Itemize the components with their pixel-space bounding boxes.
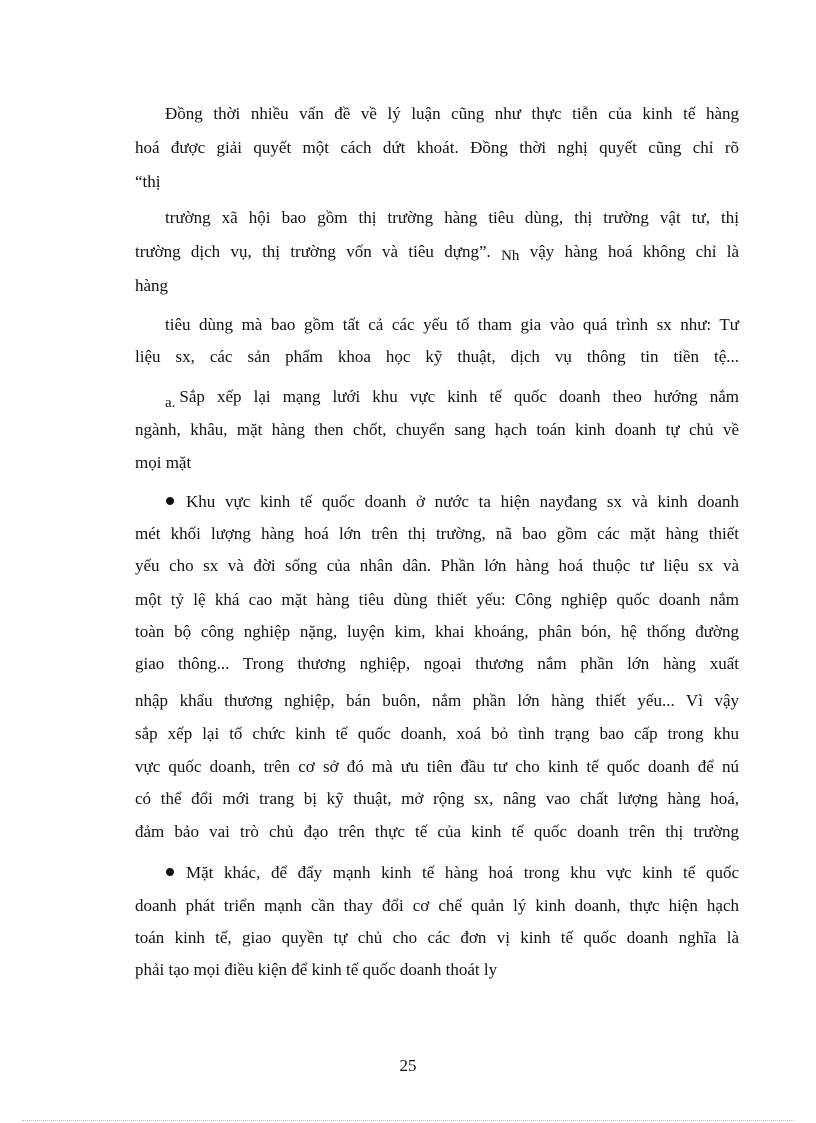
p3-line1: tiêu dùng mà bao gồm tất cả các yếu tố tham gia vào quá trình sx như: Tư xyxy=(165,315,739,334)
p4-line3: mọi mặt xyxy=(135,453,192,472)
p6-line2: doanh phát triển mạnh cần thay đổi cơ chế quản lý kinh doanh, thực hiện hạch xyxy=(135,896,739,915)
p2-line2 xyxy=(135,241,739,264)
p3-line2: liệu sx, các sản phẩm khoa học kỹ thuật, dịch vụ thông tin tiền tệ... xyxy=(135,347,739,366)
p2-line2-part-a: trường dịch vụ, thị trường vốn và tiêu dựng”. xyxy=(135,242,491,261)
p2-line2-nh: Nh xyxy=(501,248,520,264)
p5-line10: có thể đổi mới trang bị kỹ thuật, mở rộng sx, nâng vao chất lượng hàng hoá, xyxy=(135,789,739,808)
page-number: 25 xyxy=(399,1056,417,1075)
p1-line1: Đồng thời nhiều vấn đề về lý luận cũng như thực tiễn của kinh tế hàng xyxy=(165,104,739,123)
p2-line3: hàng xyxy=(135,276,169,295)
p5-line6: giao thông... Trong thương nghiệp, ngoại thương nắm phần lớn hàng xuất xyxy=(135,654,739,673)
p4-line1-text: Sắp xếp lại mạng lưới khu vực kinh tế quốc doanh theo hướng nắm xyxy=(179,387,739,406)
p4-line1 xyxy=(165,386,739,409)
p5-line9: vực quốc doanh, trên cơ sở đó mà ưu tiên đầu tư cho kinh tế quốc doanh để nú xyxy=(135,757,739,776)
p2-line2-part-b: vậy hàng hoá không chỉ là xyxy=(529,242,740,261)
p4-line2: ngành, khâu, mặt hàng then chốt, chuyển sang hạch toán kinh doanh tự chủ về xyxy=(135,420,739,439)
p6-line4: phải tạo mọi điều kiện để kinh tế quốc doanh thoát ly xyxy=(135,960,498,979)
p6-line3: toán kinh tế, giao quyền tự chủ cho các đơn vị kinh tế quốc doanh nghĩa là xyxy=(135,928,739,947)
p5-line5: toàn bộ công nghiệp nặng, luyện kim, khai khoáng, phân bón, hệ thống đường xyxy=(135,622,739,641)
bullet-icon xyxy=(166,497,174,505)
p5-line2: mét khối lượng hàng hoá lớn trên thị trường, nã bao gồm các mặt hàng thiết xyxy=(135,524,739,543)
p5-line4: một tỷ lệ khá cao mặt hàng tiêu dùng thiết yếu: Công nghiệp quốc doanh nắm xyxy=(135,590,739,609)
bullet-icon xyxy=(166,868,174,876)
p1-line2: hoá được giải quyết một cách dứt khoát. Đồng thời nghị quyết cũng chỉ rõ xyxy=(135,138,739,157)
p5-line11: đảm bảo vai trò chủ đạo trên thực tế của kinh tế quốc doanh trên thị trường xyxy=(135,822,739,841)
p2-line1: trường xã hội bao gồm thị trường hàng tiêu dùng, thị trường vật tư, thị xyxy=(165,208,739,227)
p4-marker: a. xyxy=(165,395,176,411)
p5-line8: sắp xếp lại tổ chức kinh tế quốc doanh, xoá bỏ tình trạng bao cấp trong khu xyxy=(135,724,739,743)
p5-line1: Khu vực kinh tế quốc doanh ở nước ta hiện nayđang sx và kinh doanh xyxy=(186,492,739,511)
p1-line3: “thị xyxy=(135,172,161,191)
p6-line1: Mặt khác, để đẩy mạnh kinh tế hàng hoá trong khu vực kinh tế quốc xyxy=(186,863,739,882)
page-bottom-rule xyxy=(22,1120,794,1121)
p5-line3: yếu cho sx và đời sống của nhân dân. Phần lớn hàng hoá thuộc tư liệu sx và xyxy=(135,556,739,575)
p5-line7: nhập khẩu thương nghiệp, bán buôn, nắm phần lớn hàng thiết yếu... Vì vậy xyxy=(135,691,739,710)
